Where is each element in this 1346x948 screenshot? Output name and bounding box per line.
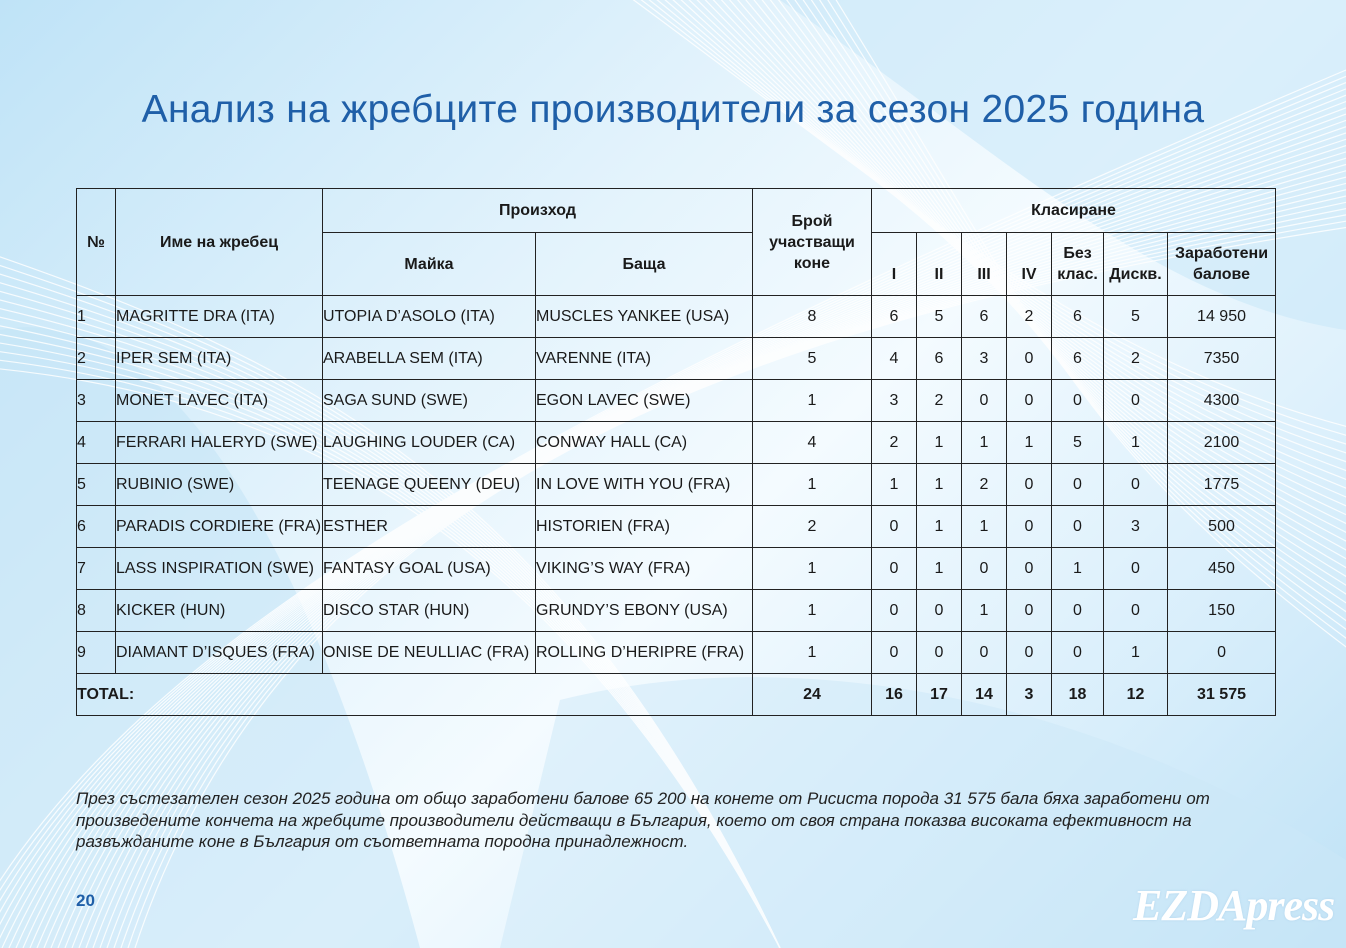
cell-sire: GRUNDY’S EBONY (USA): [536, 590, 753, 632]
table-row: [77, 548, 1276, 590]
cell-unplaced: 0: [1052, 464, 1104, 506]
table-row: [77, 506, 1276, 548]
cell-points: 4300: [1168, 380, 1276, 422]
cell-r4: 0: [1007, 506, 1052, 548]
cell-unplaced: 0: [1052, 380, 1104, 422]
cell-starters: 1: [753, 590, 872, 632]
cell-sire: ROLLING D’HERIPRE (FRA): [536, 632, 753, 674]
cell-num: 5: [77, 464, 116, 506]
cell-num: 8: [77, 590, 116, 632]
cell-starters: 5: [753, 338, 872, 380]
table-row: [77, 422, 1276, 464]
header-r3: III: [962, 233, 1007, 296]
total-row: [77, 674, 1276, 716]
cell-points: 14 950: [1168, 296, 1276, 338]
cell-r3: 1: [962, 506, 1007, 548]
cell-name: KICKER (HUN): [116, 590, 323, 632]
header-unplaced: Без клас.: [1052, 233, 1104, 296]
table-row: [77, 296, 1276, 338]
cell-disq: 0: [1104, 380, 1168, 422]
cell-points: 0: [1168, 632, 1276, 674]
table-row: [77, 464, 1276, 506]
cell-starters: 2: [753, 506, 872, 548]
cell-disq: 0: [1104, 548, 1168, 590]
cell-dam: ARABELLA SEM (ITA): [323, 338, 536, 380]
cell-dam: FANTASY GOAL (USA): [323, 548, 536, 590]
cell-name: MONET LAVEC (ITA): [116, 380, 323, 422]
cell-disq: 1: [1104, 422, 1168, 464]
header-dam: Майка: [323, 233, 536, 296]
cell-r1: 0: [872, 632, 917, 674]
cell-r3: 3: [962, 338, 1007, 380]
total-points: 31 575: [1168, 674, 1276, 716]
total-r4: 3: [1007, 674, 1052, 716]
table-row: [77, 338, 1276, 380]
total-r3: 14: [962, 674, 1007, 716]
cell-sire: HISTORIEN (FRA): [536, 506, 753, 548]
cell-r3: 2: [962, 464, 1007, 506]
header-r4: IV: [1007, 233, 1052, 296]
cell-starters: 1: [753, 464, 872, 506]
total-r1: 16: [872, 674, 917, 716]
cell-r1: 2: [872, 422, 917, 464]
cell-r4: 0: [1007, 632, 1052, 674]
cell-dam: UTOPIA D’ASOLO (ITA): [323, 296, 536, 338]
cell-points: 7350: [1168, 338, 1276, 380]
cell-starters: 4: [753, 422, 872, 464]
cell-starters: 1: [753, 380, 872, 422]
total-label: TOTAL:: [77, 674, 753, 716]
cell-r3: 0: [962, 548, 1007, 590]
cell-unplaced: 0: [1052, 632, 1104, 674]
total-disq: 12: [1104, 674, 1168, 716]
cell-sire: CONWAY HALL (CA): [536, 422, 753, 464]
cell-disq: 0: [1104, 464, 1168, 506]
cell-starters: 1: [753, 632, 872, 674]
header-r1: I: [872, 233, 917, 296]
cell-disq: 2: [1104, 338, 1168, 380]
cell-name: LASS INSPIRATION (SWE): [116, 548, 323, 590]
cell-points: 500: [1168, 506, 1276, 548]
cell-dam: LAUGHING LOUDER (CA): [323, 422, 536, 464]
summary-note: През състезателен сезон 2025 година от общо заработени балове 65 200 на конете от Рисиста порода 31 575 бала бяха заработени от произведените кончета на жребците производители действащи в България, което от своя страна показва високата ефективност на развъжданите коне в България от съответната породна принадлежност.: [76, 789, 1210, 851]
header-origin: Произход: [323, 189, 753, 233]
cell-num: 9: [77, 632, 116, 674]
cell-name: FERRARI HALERYD (SWE): [116, 422, 323, 464]
cell-unplaced: 6: [1052, 296, 1104, 338]
header-r2: II: [917, 233, 962, 296]
cell-r1: 6: [872, 296, 917, 338]
cell-points: 2100: [1168, 422, 1276, 464]
table-row: [77, 590, 1276, 632]
cell-points: 1775: [1168, 464, 1276, 506]
cell-r2: 1: [917, 422, 962, 464]
cell-name: PARADIS CORDIERE (FRA): [116, 506, 323, 548]
cell-disq: 5: [1104, 296, 1168, 338]
total-starters: 24: [753, 674, 872, 716]
total-r2: 17: [917, 674, 962, 716]
cell-starters: 1: [753, 548, 872, 590]
cell-unplaced: 5: [1052, 422, 1104, 464]
cell-r2: 6: [917, 338, 962, 380]
cell-r4: 1: [1007, 422, 1052, 464]
cell-points: 150: [1168, 590, 1276, 632]
cell-r2: 0: [917, 590, 962, 632]
cell-sire: VIKING’S WAY (FRA): [536, 548, 753, 590]
cell-r2: 1: [917, 506, 962, 548]
cell-sire: VARENNE (ITA): [536, 338, 753, 380]
cell-num: 3: [77, 380, 116, 422]
header-starters: Брой участващи коне: [753, 189, 872, 296]
cell-r4: 0: [1007, 338, 1052, 380]
cell-dam: DISCO STAR (HUN): [323, 590, 536, 632]
cell-r1: 0: [872, 548, 917, 590]
cell-num: 1: [77, 296, 116, 338]
table-row: [77, 380, 1276, 422]
cell-r1: 4: [872, 338, 917, 380]
cell-name: MAGRITTE DRA (ITA): [116, 296, 323, 338]
cell-starters: 8: [753, 296, 872, 338]
cell-unplaced: 0: [1052, 506, 1104, 548]
cell-name: DIAMANT D’ISQUES (FRA): [116, 632, 323, 674]
header-disq: Дискв.: [1104, 233, 1168, 296]
cell-unplaced: 1: [1052, 548, 1104, 590]
cell-r2: 1: [917, 548, 962, 590]
header-points: Заработени балове: [1168, 233, 1276, 296]
cell-unplaced: 6: [1052, 338, 1104, 380]
table-row: [77, 632, 1276, 674]
cell-disq: 3: [1104, 506, 1168, 548]
cell-r1: 3: [872, 380, 917, 422]
cell-r2: 0: [917, 632, 962, 674]
cell-num: 7: [77, 548, 116, 590]
cell-dam: ESTHER: [323, 506, 536, 548]
header-name: Име на жребец: [116, 189, 323, 296]
cell-dam: TEENAGE QUEENY (DEU): [323, 464, 536, 506]
cell-r4: 0: [1007, 464, 1052, 506]
header-num: №: [77, 189, 116, 296]
header-sire: Баща: [536, 233, 753, 296]
cell-r2: 2: [917, 380, 962, 422]
stallions-table: [76, 188, 1276, 716]
cell-r4: 0: [1007, 380, 1052, 422]
page-number: 20: [76, 891, 95, 910]
cell-r1: 0: [872, 590, 917, 632]
cell-disq: 0: [1104, 590, 1168, 632]
cell-num: 6: [77, 506, 116, 548]
cell-r2: 1: [917, 464, 962, 506]
cell-r3: 0: [962, 632, 1007, 674]
cell-name: IPER SEM (ITA): [116, 338, 323, 380]
cell-points: 450: [1168, 548, 1276, 590]
page-title: Анализ на жребците производители за сезон 2025 година: [141, 88, 1205, 131]
total-unplaced: 18: [1052, 674, 1104, 716]
cell-r2: 5: [917, 296, 962, 338]
cell-unplaced: 0: [1052, 590, 1104, 632]
cell-dam: ONISE DE NEULLIAC (FRA): [323, 632, 536, 674]
cell-r4: 0: [1007, 590, 1052, 632]
cell-r1: 0: [872, 506, 917, 548]
cell-sire: MUSCLES YANKEE (USA): [536, 296, 753, 338]
cell-disq: 1: [1104, 632, 1168, 674]
cell-r3: 6: [962, 296, 1007, 338]
cell-name: RUBINIO (SWE): [116, 464, 323, 506]
publisher-logo: EZDApress: [1133, 881, 1335, 930]
header-ranking: Класиране: [872, 189, 1276, 233]
cell-dam: SAGA SUND (SWE): [323, 380, 536, 422]
cell-r3: 1: [962, 422, 1007, 464]
cell-r3: 1: [962, 590, 1007, 632]
cell-r3: 0: [962, 380, 1007, 422]
cell-num: 4: [77, 422, 116, 464]
cell-r1: 1: [872, 464, 917, 506]
cell-r4: 2: [1007, 296, 1052, 338]
cell-sire: EGON LAVEC (SWE): [536, 380, 753, 422]
cell-sire: IN LOVE WITH YOU (FRA): [536, 464, 753, 506]
cell-num: 2: [77, 338, 116, 380]
cell-r4: 0: [1007, 548, 1052, 590]
